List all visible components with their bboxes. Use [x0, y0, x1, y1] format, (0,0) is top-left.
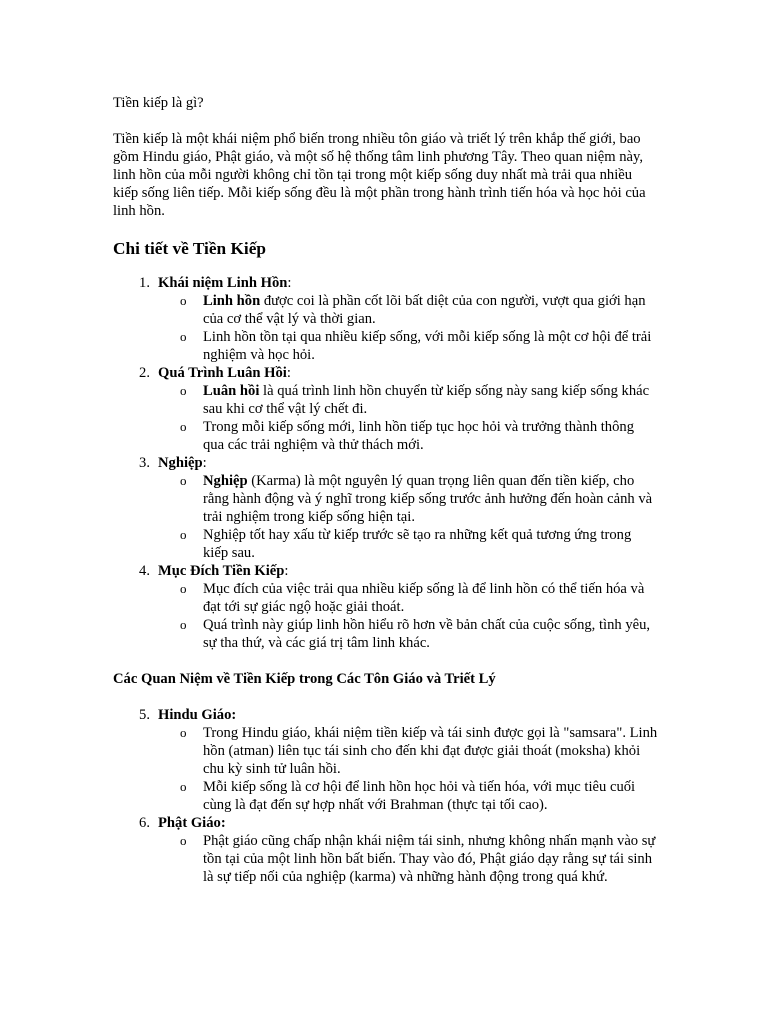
- sub-list: [158, 292, 658, 364]
- bullet-marker: o: [180, 581, 187, 596]
- list-item-title-text: Hindu Giáo:: [158, 707, 237, 723]
- bullet-marker: o: [180, 725, 187, 740]
- list-number: 2.: [139, 365, 150, 381]
- bullet-term: Linh hồn: [203, 293, 261, 309]
- bullet-marker: o: [180, 779, 187, 794]
- bullet-marker: o: [180, 383, 187, 398]
- bullet-text: Trong Hindu giáo, khái niệm tiền kiếp và tái sinh được gọi là "samsara". Linh hồn (atman) liên tục tái sinh cho đến khi đạt được giải thoát (moksha) khỏi chu kỳ sinh tử luân hồi.: [203, 725, 658, 777]
- bullet-marker: o: [180, 833, 187, 848]
- sub-list-item: [158, 292, 658, 328]
- list-number: 4.: [139, 563, 150, 579]
- list-item-title-text: Mục Đích Tiền Kiếp: [158, 563, 285, 579]
- sub-list-item: [158, 472, 658, 526]
- list-item-title: [158, 364, 658, 382]
- bullet-term: Luân hồi: [203, 383, 260, 399]
- list-item-title: [158, 454, 658, 472]
- list-item-title: [158, 706, 658, 724]
- bullet-term: Nghiệp: [203, 473, 248, 489]
- list-item-title: [158, 274, 658, 292]
- question-line: Tiền kiếp là gì?: [113, 95, 204, 111]
- bullet-text: được coi là phần cốt lõi bất diệt của con người, vượt qua giới hạn của cơ thể vật lý và thời gian.: [203, 293, 646, 327]
- list-item-title-sep: :: [284, 563, 289, 579]
- list-item: [113, 364, 658, 454]
- bullet-text: Mỗi kiếp sống là cơ hội để linh hồn học hỏi và tiến hóa, với mục tiêu cuối cùng là đạt đến sự hợp nhất với Brahman (thực tại tối cao).: [203, 779, 636, 813]
- list-item-title-text: Phật Giáo:: [158, 815, 226, 831]
- sub-list: [158, 382, 658, 454]
- sub-list-item: [158, 328, 658, 364]
- sub-list-item: [158, 832, 658, 886]
- bullet-text: Phật giáo cũng chấp nhận khái niệm tái sinh, nhưng không nhấn mạnh vào sự tồn tại của một linh hồn bất biến. Thay vào đó, Phật giáo dạy rằng sự tái sinh là sự tiếp nối của nghiệp (karma) và những hành động trong quá khứ.: [203, 833, 656, 885]
- list-item: [113, 562, 658, 652]
- list-item-title-text: Nghiệp: [158, 455, 203, 471]
- sub-list: [158, 832, 658, 886]
- sub-list-item: [158, 724, 658, 778]
- details-list: [113, 274, 658, 652]
- section-heading-details: Chi tiết về Tiền Kiếp: [113, 239, 266, 258]
- sub-list-item: [158, 526, 658, 562]
- list-item-title-sep: :: [202, 455, 207, 471]
- list-item-title-text: Khái niệm Linh Hồn: [158, 275, 288, 291]
- bullet-text: Trong mỗi kiếp sống mới, linh hồn tiếp tục học hỏi và trưởng thành thông qua các trải nghiệm và thử thách mới.: [203, 419, 634, 453]
- list-number: 6.: [139, 815, 150, 831]
- bullet-marker: o: [180, 329, 187, 344]
- bullet-text: Quá trình này giúp linh hồn hiểu rõ hơn về bản chất của cuộc sống, tình yêu, sự tha thứ, và các giá trị tâm linh khác.: [203, 617, 651, 651]
- list-item: [113, 814, 658, 886]
- list-item-title: [158, 562, 658, 580]
- bullet-text: Nghiệp tốt hay xấu từ kiếp trước sẽ tạo ra những kết quả tương ứng trong kiếp sau.: [203, 527, 632, 561]
- sub-list-item: [158, 778, 658, 814]
- bullet-marker: o: [180, 527, 187, 542]
- intro-paragraph: Tiền kiếp là một khái niệm phổ biến trong nhiều tôn giáo và triết lý trên khắp thế giới, bao gồm Hindu giáo, Phật giáo, và một số hệ thống tâm linh phương Tây. Theo quan niệm này, linh hồn của mỗi người không chỉ tồn tại trong một kiếp sống duy nhất mà trải qua nhiều kiếp sống liên tiếp. Mỗi kiếp sống đều là một phần trong hành trình tiến hóa và học hỏi của linh hồn.: [113, 131, 646, 219]
- list-item-title-sep: :: [286, 365, 291, 381]
- list-number: 5.: [139, 707, 150, 723]
- sub-list: [158, 580, 658, 652]
- bullet-marker: o: [180, 473, 187, 488]
- list-item-title: [158, 814, 658, 832]
- bullet-text: Mục đích của việc trải qua nhiều kiếp sống là để linh hồn có thể tiến hóa và đạt tới sự giác ngộ hoặc giải thoát.: [203, 581, 645, 615]
- list-number: 1.: [139, 275, 150, 291]
- bullet-marker: o: [180, 293, 187, 308]
- bullet-marker: o: [180, 419, 187, 434]
- list-item: [113, 274, 658, 364]
- list-item: [113, 706, 658, 814]
- sub-list-item: [158, 616, 658, 652]
- sub-list-item: [158, 580, 658, 616]
- sub-list: [158, 472, 658, 562]
- bullet-text: Linh hồn tồn tại qua nhiều kiếp sống, với mỗi kiếp sống là một cơ hội để trải nghiệm và học hỏi.: [203, 329, 652, 363]
- list-item: [113, 454, 658, 562]
- sub-list-item: [158, 382, 658, 418]
- religions-list: [113, 706, 658, 886]
- list-number: 3.: [139, 455, 150, 471]
- bullet-text: (Karma) là một nguyên lý quan trọng liên quan đến tiền kiếp, cho rằng hành động và ý nghĩ trong kiếp sống trước ảnh hưởng đến hoàn cảnh và trải nghiệm trong kiếp sống hiện tại.: [203, 473, 653, 525]
- bullet-marker: o: [180, 617, 187, 632]
- sub-list-item: [158, 418, 658, 454]
- bullet-text: là quá trình linh hồn chuyển từ kiếp sống này sang kiếp sống khác sau khi cơ thể vật lý chết đi.: [203, 383, 650, 417]
- list-item-title-sep: :: [287, 275, 292, 291]
- sub-list: [158, 724, 658, 814]
- list-item-title-text: Quá Trình Luân Hồi: [158, 365, 287, 381]
- section-heading-religions: Các Quan Niệm về Tiền Kiếp trong Các Tôn Giáo và Triết Lý: [113, 671, 496, 687]
